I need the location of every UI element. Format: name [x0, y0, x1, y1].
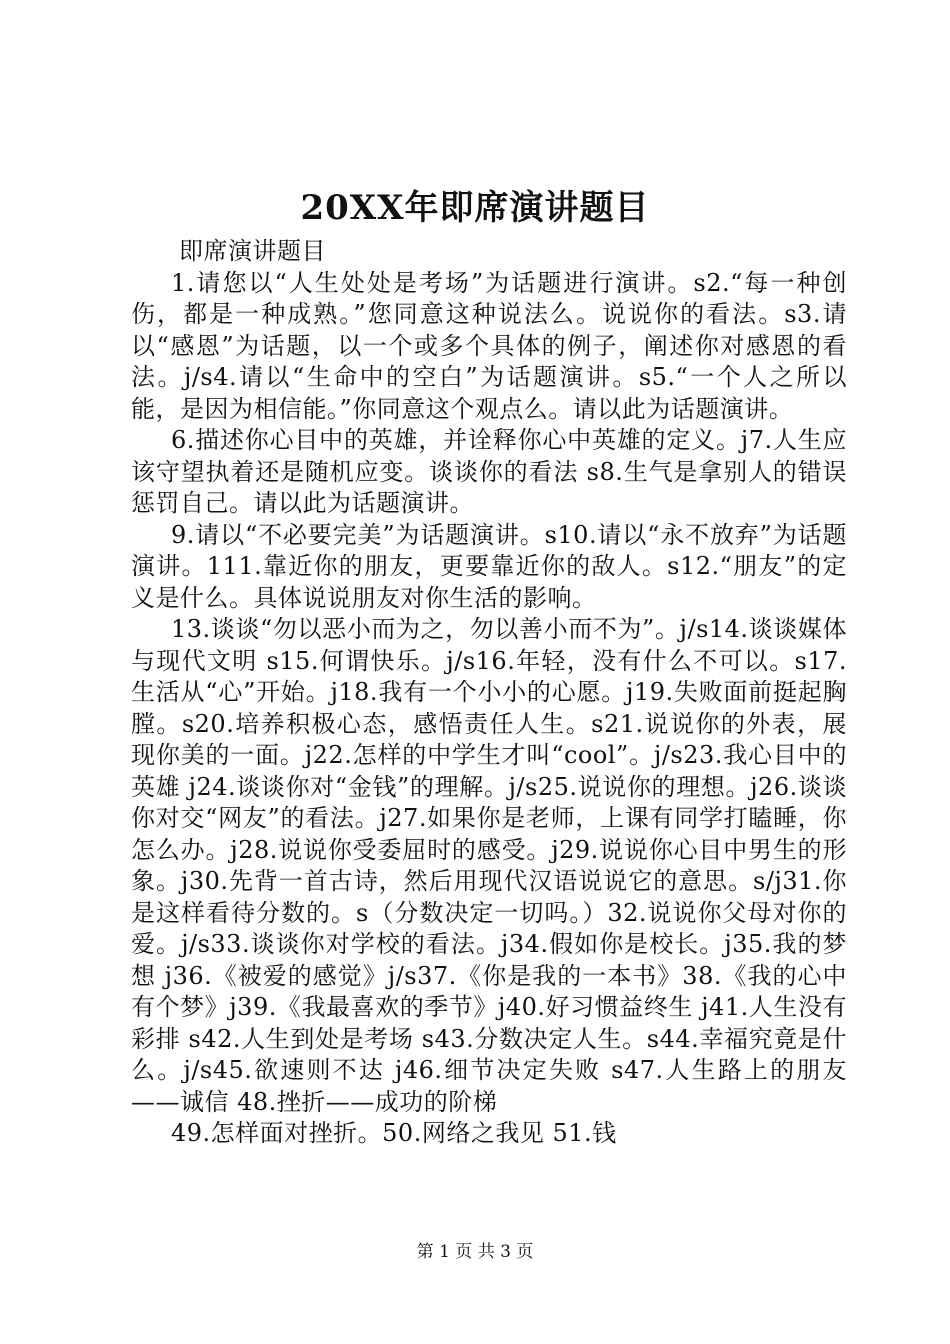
paragraph-3: 9.请以“不必要完美”为话题演讲。s10.请以“永不放弃”为话题演讲。111.靠近你的朋友，更要靠近你的敌人。s12.“朋友”的定义是什么。具体说说朋友对你生活的影响。	[131, 520, 847, 612]
paragraph-4: 13.谈谈“勿以恶小而为之，勿以善小而不为”。j/s14.谈谈媒体与现代文明 s15.何谓快乐。j/s16.年轻，没有什么不可以。s17.生活从“心”开始。j18.我有一个小小的心愿。j19.失败面前挺起胸膛。s20.培养积极心态，感悟责任人生。s21.说说你的外表，展现你美的一面。j22.怎样的中学生才叫“cool”。j/s23.我心目中的英雄 j24.谈谈你对“金钱”的理解。j/s25.说说你的理想。j26.谈谈你对交“网友”的看法。j27.如果你是老师，上课有同学打瞌睡，你怎么办。j28.说说你受委屈时的感受。j29.说说你心目中男生的形象。j30.先背一首古诗，然后用现代汉语说说它的意思。s/j31.你是这样看待分数的。s（分数决定一切吗。）32.说说你父母对你的爱。j/s33.谈谈你对学校的看法。j34.假如你是校长。j35.我的梦想 j36.《被爱的感觉》j/s37.《你是我的一本书》38.《我的心中有个梦》j39.《我最喜欢的季节》j40.好习惯益终生 j41.人生没有彩排 s42.人生到处是考场 s43.分数决定人生。s44.幸福究竟是什么。j/s45.欲速则不达 j46.细节决定失败 s47.人生路上的朋友——诚信 48.挫折——成功的阶梯	[131, 615, 847, 1116]
paragraph-2: 6.描述你心目中的英雄，并诠释你心中英雄的定义。j7.人生应该守望执着还是随机应变。谈谈你的看法 s8.生气是拿别人的错误惩罚自己。请以此为话题演讲。	[131, 426, 847, 517]
page-number-footer: 第 1 页 共 3 页	[416, 1242, 534, 1262]
paragraph-1: 1.请您以“人生处处是考场”为话题进行演讲。s2.“每一种创伤，都是一种成熟。”您同意这种说法么。说说你的看法。s3.请以“感恩”为话题，以一个或多个具体的例子，阐述你对感恩的看法。j/s4.请以“生命中的空白”为话题演讲。s5.“一个人之所以能，是因为相信能。”你同意这个观点么。请以此为话题演讲。	[131, 268, 847, 423]
paragraph-5: 49.怎样面对挫折。50.网络之我见 51.钱	[171, 1119, 617, 1147]
document-body	[131, 236, 847, 1150]
document-title: 20XX年即席演讲题目	[300, 188, 650, 228]
document-subtitle: 即席演讲题目	[179, 237, 326, 265]
